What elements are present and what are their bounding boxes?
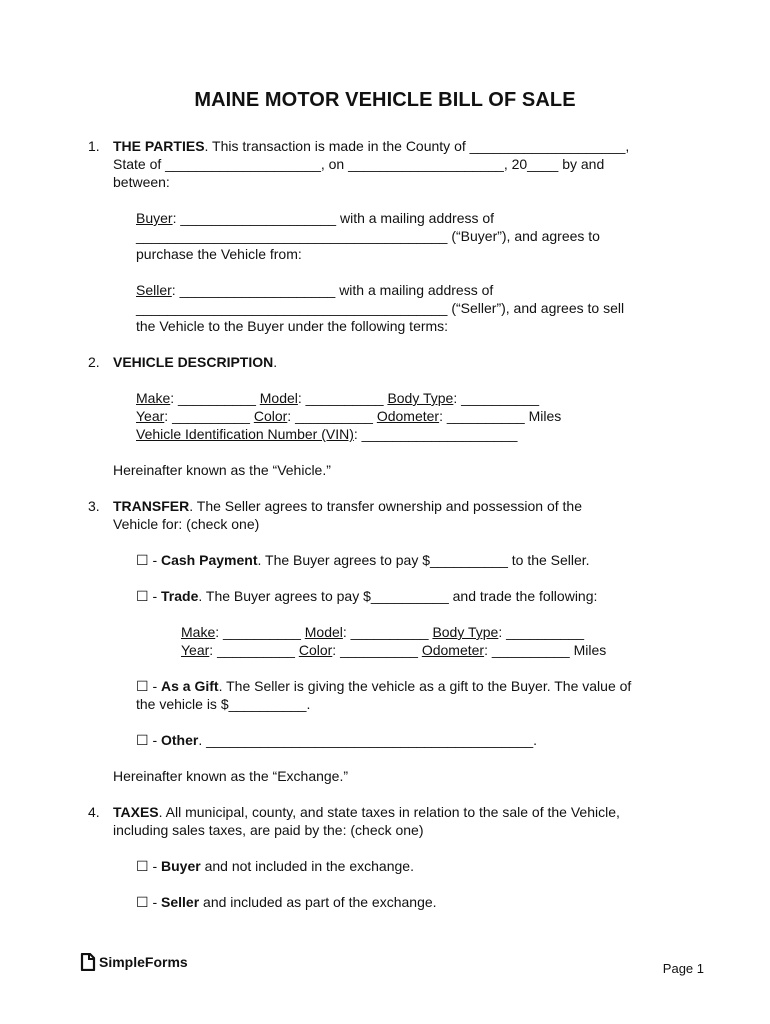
section-transfer: 3. TRANSFER. The Seller agrees to transfer ownership and possession of the Vehicle for: (check one) ☐ - Cash Payment. The Buyer agrees to pay $__________ to the Seller. ☐ - Trade. The Buyer agrees to pay $__________ and trade the following: Make: __________ Model: __________ Body Type: __________ Year: __________ Color: __________ Odometer: __________ Miles ☐ - As a Gift. The Seller is giving the vehicle as a gift to the Buyer. The value of the vehicle is $__________. ☐ - Other. __________________________________________. Hereinafter known as the “Exchange.” [88, 497, 688, 785]
parties-line-3: between: [113, 174, 170, 190]
option-other[interactable]: ☐ - Other. __________________________________________. [136, 732, 538, 748]
vehicle-row-2: Year: __________ Color: __________ Odometer: __________ Miles [136, 408, 562, 424]
vehicle-row-vin: Vehicle Identification Number (VIN): ____________________ [136, 426, 518, 442]
buyer-block: Buyer: ____________________ with a mailing address of ________________________________________ (“Buyer”), and agrees to purchase the Vehicle from: [136, 210, 600, 262]
checkbox-icon[interactable]: ☐ - [136, 552, 161, 568]
section-number: 2. [88, 354, 100, 370]
document-body [88, 137, 688, 911]
section-vehicle-description: 2. VEHICLE DESCRIPTION. Make: __________ Model: __________ Body Type: __________ Year: __________ Color: __________ Odometer: __________ Miles Vehicle Identification Number (VIN): ____________________ Hereinafter known as the “Vehicle.” [88, 353, 688, 479]
option-tax-buyer[interactable]: ☐ - Buyer and not included in the exchange. [136, 858, 414, 874]
section-number: 1. [88, 138, 100, 154]
checkbox-icon[interactable]: ☐ - [136, 678, 161, 694]
section-number: 4. [88, 804, 100, 820]
section-heading: THE PARTIES [113, 138, 205, 154]
section-number: 3. [88, 498, 100, 514]
option-trade[interactable]: ☐ - Trade. The Buyer agrees to pay $__________ and trade the following: [136, 588, 598, 604]
checkbox-icon[interactable]: ☐ - [136, 732, 161, 748]
checkbox-icon[interactable]: ☐ - [136, 588, 161, 604]
seller-label: Seller [136, 282, 172, 298]
buyer-label: Buyer [136, 210, 173, 226]
page-number: Page 1 [662, 961, 704, 976]
trade-row-2: Year: __________ Color: __________ Odometer: __________ Miles [181, 642, 607, 658]
logo-text: SimpleForms [99, 954, 188, 970]
checkbox-icon[interactable]: ☐ - [136, 894, 161, 910]
seller-block: Seller: ____________________ with a mailing address of ________________________________________ (“Seller”), and agrees to sell the Vehicle to the Buyer under the following terms: [136, 282, 625, 334]
trade-row-1: Make: __________ Model: __________ Body Type: __________ [181, 624, 584, 640]
section-taxes: 4. TAXES. All municipal, county, and state taxes in relation to the sale of the Vehicle, including sales taxes, are paid by the: (check one) ☐ - Buyer and not included in the exchange. ☐ - Seller and included as part of the exchange. [88, 803, 688, 911]
section-heading: TAXES [113, 804, 159, 820]
section-heading: VEHICLE DESCRIPTION [113, 354, 274, 370]
parties-line-1: THE PARTIES. This transaction is made in the County of ____________________, [113, 138, 630, 154]
section-parties [88, 137, 688, 335]
document-logo-icon [80, 953, 96, 971]
vehicle-row-1: Make: __________ Model: __________ Body Type: __________ [136, 390, 539, 406]
exchange-known-as: Hereinafter known as the “Exchange.” [113, 768, 349, 784]
trade-vehicle-fields [181, 623, 688, 659]
option-gift[interactable]: ☐ - As a Gift. The Seller is giving the vehicle as a gift to the Buyer. The value of the vehicle is $__________. [136, 678, 632, 712]
vehicle-known-as: Hereinafter known as the “Vehicle.” [113, 462, 331, 478]
document-title: MAINE MOTOR VEHICLE BILL OF SALE [194, 89, 576, 111]
option-cash-payment[interactable]: ☐ - Cash Payment. The Buyer agrees to pay $__________ to the Seller. [136, 552, 590, 568]
parties-line-2: State of ____________________, on ____________________, 20____ by and [113, 156, 605, 172]
checkbox-icon[interactable]: ☐ - [136, 858, 161, 874]
vehicle-fields [136, 389, 688, 443]
section-heading: TRANSFER [113, 498, 190, 514]
option-tax-seller[interactable]: ☐ - Seller and included as part of the exchange. [136, 894, 437, 910]
simpleforms-logo [80, 953, 188, 971]
